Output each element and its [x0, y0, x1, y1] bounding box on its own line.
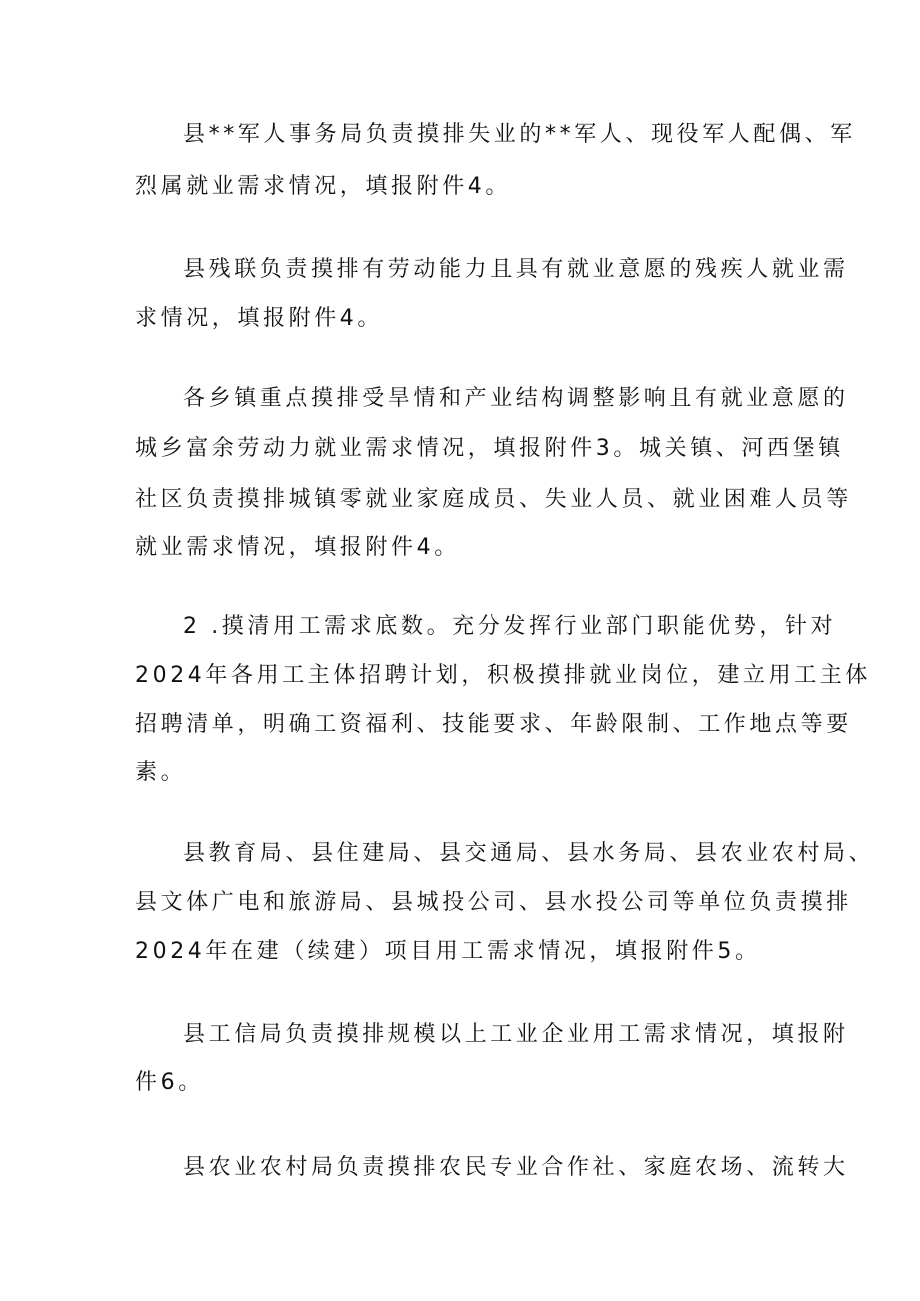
paragraph-line: 县文体广电和旅游局、县城投公司、县水投公司等单位负责摸排 [135, 890, 852, 915]
paragraph-line: 2 .摸清用工需求底数。充分发挥行业部门职能优势，针对 [183, 614, 837, 639]
paragraph-line: 社区负责摸排城镇零就业家庭成员、失业人员、就业困难人员等 [135, 487, 852, 512]
paragraph-line: 素。 [135, 760, 187, 785]
paragraph-line: 招聘清单，明确工资福利、技能要求、年龄限制、工作地点等要 [135, 712, 852, 737]
paragraph-line: 各乡镇重点摸排受旱情和产业结构调整影响且有就业意愿的 [183, 386, 849, 411]
paragraph-line: 县残联负责摸排有劳动能力且具有就业意愿的残疾人就业需 [183, 257, 849, 282]
paragraph-line: 城乡富余劳动力就业需求情况，填报附件3。城关镇、河西堡镇 [135, 436, 844, 461]
paragraph-line: 件6。 [135, 1070, 204, 1095]
paragraph-line: 县工信局负责摸排规模以上工业企业用工需求情况，填报附 [183, 1022, 849, 1047]
paragraph-line: 2024年各用工主体招聘计划，积极摸排就业岗位，建立用工主体 [135, 663, 871, 688]
paragraph-line: 县农业农村局负责摸排农民专业合作社、家庭农场、流转大 [183, 1155, 849, 1180]
paragraph-line: 县教育局、县住建局、县交通局、县水务局、县农业农村局、 [183, 841, 875, 866]
paragraph-line: 烈属就业需求情况，填报附件4。 [135, 174, 511, 199]
paragraph-line: 求情况，填报附件4。 [135, 306, 383, 331]
paragraph-line: 2024年在建（续建）项目用工需求情况，填报附件5。 [135, 939, 761, 964]
paragraph-line: 就业需求情况，填报附件4。 [135, 535, 460, 560]
paragraph-line: 县**军人事务局负责摸排失业的**军人、现役军人配偶、军 [183, 122, 856, 147]
